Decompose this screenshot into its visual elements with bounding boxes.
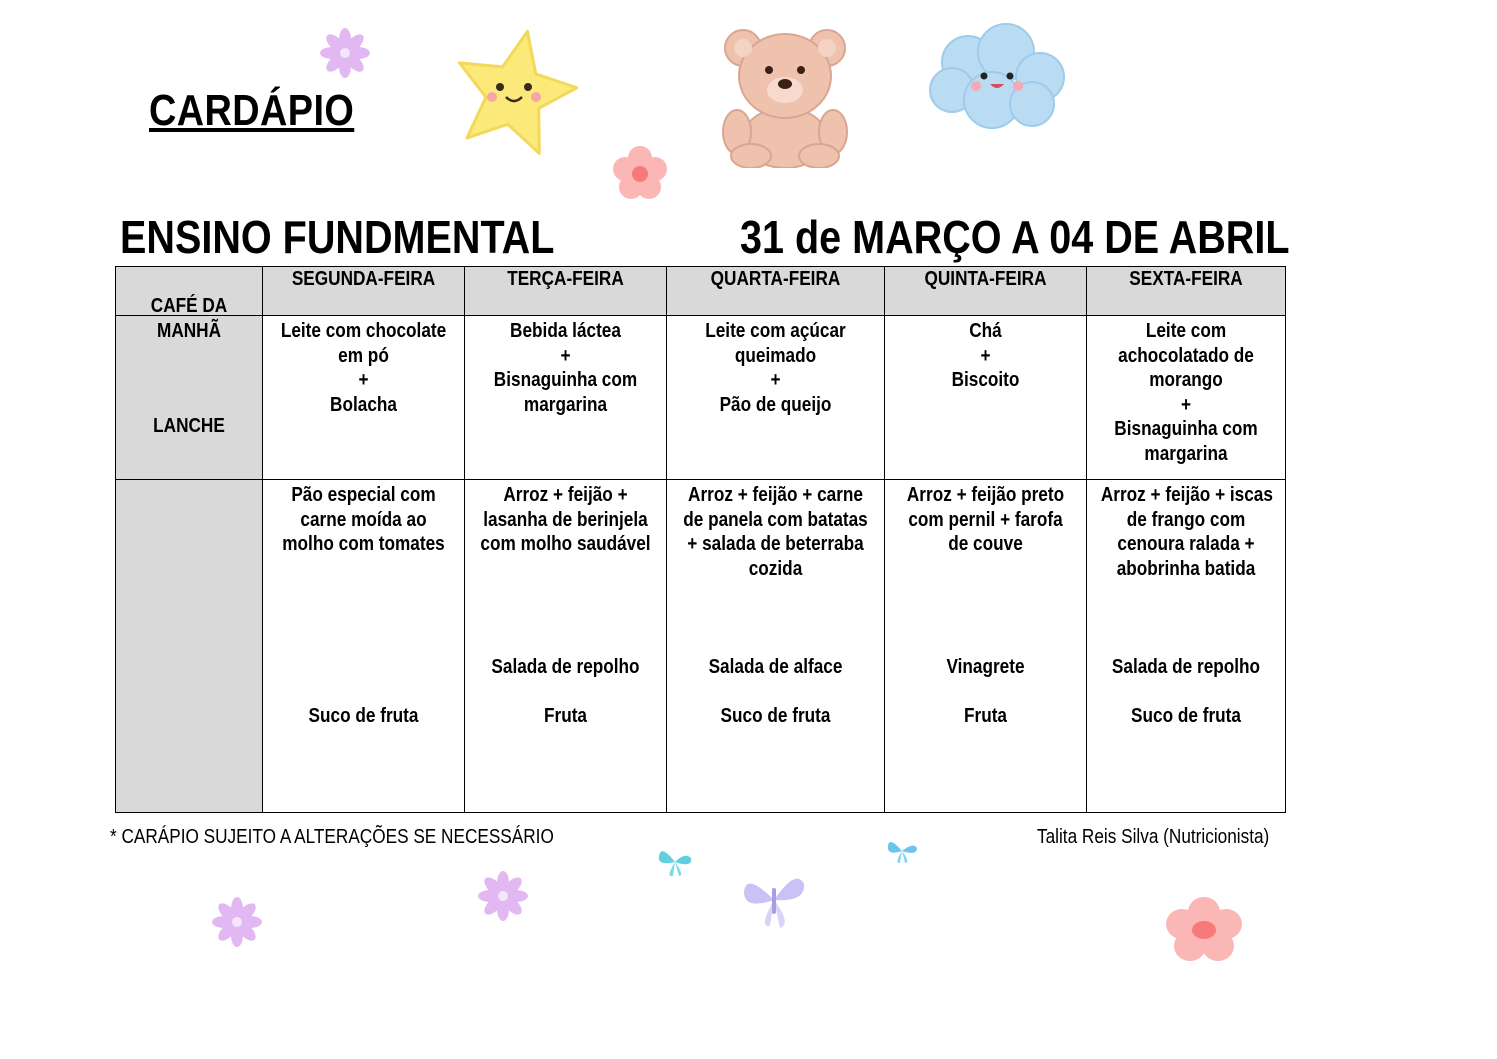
- cloud-icon: [928, 22, 1066, 130]
- header-friday: SEXTA-FEIRA: [1087, 267, 1286, 316]
- date-range-title: 31 de MARÇO A 04 DE ABRIL: [740, 211, 1290, 263]
- lanche-cell-monday: Pão especial com carne moída ao molho com tomates Suco de fruta: [263, 480, 465, 813]
- star-icon: [450, 25, 580, 155]
- menu-table: [115, 266, 1286, 813]
- teddy-bear-icon: [715, 20, 855, 168]
- table-row-cafe: [116, 316, 1286, 480]
- cafe-cell-monday: Leite com chocolate em pó + Bolacha: [263, 316, 465, 480]
- page-title: CARDÁPIO: [149, 86, 355, 135]
- header-tuesday: TERÇA-FEIRA: [465, 267, 667, 316]
- table-header-row: [116, 267, 1286, 316]
- table-row-lanche: [116, 480, 1286, 813]
- butterfly-icon: [655, 842, 695, 882]
- flower-icon: [319, 27, 371, 79]
- cafe-cell-wednesday: Leite com açúcar queimado + Pão de queijo: [667, 316, 885, 480]
- disclaimer-note: * CARÁPIO SUJEITO A ALTERAÇÕES SE NECESSÁRIO: [110, 826, 554, 848]
- flower-icon: [1160, 894, 1248, 966]
- school-level-title: ENSINO FUNDMENTAL: [120, 211, 555, 263]
- nutritionist-signature: Talita Reis Silva (Nutricionista): [1037, 826, 1270, 848]
- flower-icon: [211, 896, 263, 948]
- row-label-cafe: CAFÉ DA MANHÃ: [116, 316, 263, 480]
- row-label-lanche: LANCHE: [116, 480, 263, 813]
- header-monday: SEGUNDA-FEIRA: [263, 267, 465, 316]
- cafe-cell-tuesday: Bebida láctea + Bisnaguinha com margarina: [465, 316, 667, 480]
- lanche-cell-thursday: Arroz + feijão preto com pernil + farofa de couve Vinagrete Fruta: [885, 480, 1087, 813]
- lanche-cell-friday: Arroz + feijão + iscas de frango com cenoura ralada + abobrinha batida Salada de repolho Suco de fruta: [1087, 480, 1286, 813]
- lanche-cell-tuesday: Arroz + feijão + lasanha de berinjela com molho saudável Salada de repolho Fruta: [465, 480, 667, 813]
- cafe-cell-friday: Leite com achocolatado de morango + Bisnaguinha com margarina: [1087, 316, 1286, 480]
- flower-icon: [477, 870, 529, 922]
- lanche-cell-wednesday: Arroz + feijão + carne de panela com batatas + salada de beterraba cozida Salada de alface Suco de fruta: [667, 480, 885, 813]
- cafe-cell-thursday: Chá + Biscoito: [885, 316, 1087, 480]
- butterfly-icon: [740, 866, 808, 934]
- butterfly-icon: [885, 836, 919, 866]
- header-thursday: QUINTA-FEIRA: [885, 267, 1087, 316]
- flower-icon: [608, 142, 672, 206]
- header-wednesday: QUARTA-FEIRA: [667, 267, 885, 316]
